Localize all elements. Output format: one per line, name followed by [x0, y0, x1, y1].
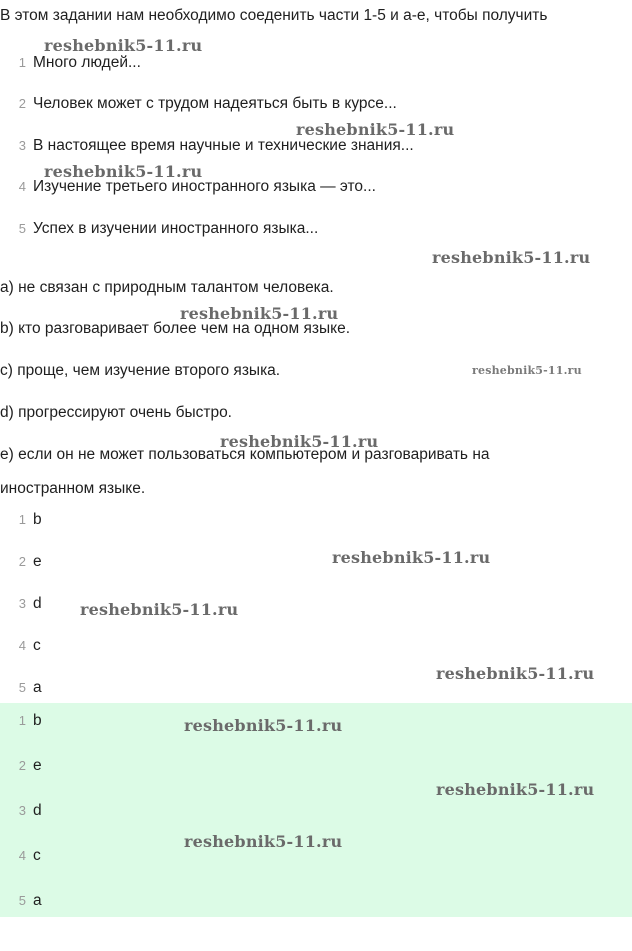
answer-number: 5 — [18, 893, 26, 908]
stem-text: В настоящее время научные и технические знания... — [33, 137, 414, 154]
watermark: reshebnik5-11.ru — [44, 36, 203, 55]
answer-number: 4 — [18, 638, 26, 653]
answer-letter: d — [33, 595, 42, 612]
correct-answer-row — [0, 845, 41, 867]
answer-row — [0, 635, 41, 657]
answer-number: 2 — [18, 554, 26, 569]
stem-text: Много людей... — [33, 54, 141, 71]
stem-row — [0, 93, 397, 115]
answer-number: 2 — [18, 758, 26, 773]
stem-number: 4 — [18, 179, 26, 194]
answer-row — [0, 551, 42, 573]
option-c: c) проще, чем изучение второго языка. — [0, 362, 281, 379]
answer-letter: b — [33, 712, 42, 729]
option-e: e) если он не может пользоваться компьютером и разговаривать на — [0, 446, 490, 463]
option-a: a) не связан с природным талантом человека. — [0, 279, 334, 296]
correct-answer-row — [0, 890, 42, 912]
option-b: b) кто разговаривает более чем на одном языке. — [0, 320, 351, 337]
answer-number: 1 — [18, 512, 26, 527]
stem-number: 3 — [18, 138, 26, 153]
watermark: reshebnik5-11.ru — [80, 600, 239, 619]
watermark: reshebnik5-11.ru — [472, 364, 582, 377]
watermark: reshebnik5-11.ru — [44, 162, 203, 181]
correct-answer-row — [0, 800, 42, 822]
answer-number: 3 — [18, 803, 26, 818]
watermark: reshebnik5-11.ru — [220, 432, 379, 451]
stem-number: 5 — [18, 221, 26, 236]
stem-number: 2 — [18, 96, 26, 111]
answer-letter: a — [33, 892, 42, 909]
option-d: d) прогрессируют очень быстро. — [0, 404, 232, 421]
stem-text: Человек может с трудом надеяться быть в курсе... — [33, 95, 397, 112]
correct-answer-row — [0, 710, 42, 732]
watermark: reshebnik5-11.ru — [296, 120, 455, 139]
answer-number: 5 — [18, 680, 26, 695]
answer-row — [0, 677, 42, 699]
answer-number: 4 — [18, 848, 26, 863]
intro-text: В этом задании нам необходимо соеденить части 1-5 и a-e, чтобы получить — [0, 7, 548, 24]
watermark: reshebnik5-11.ru — [436, 780, 595, 799]
stem-row — [0, 218, 318, 240]
stem-row — [0, 52, 141, 74]
answer-letter: e — [33, 553, 42, 570]
answer-letter: a — [33, 679, 42, 696]
option-e-continuation: иностранном языке. — [0, 480, 146, 497]
stem-number: 1 — [18, 55, 26, 70]
answer-letter: c — [33, 637, 41, 654]
answer-letter: b — [33, 511, 42, 528]
watermark: reshebnik5-11.ru — [332, 548, 491, 567]
answer-letter: d — [33, 802, 42, 819]
answer-letter: c — [33, 847, 41, 864]
correct-answers-block — [0, 703, 632, 917]
watermark: reshebnik5-11.ru — [180, 304, 339, 323]
answer-number: 1 — [18, 713, 26, 728]
watermark: reshebnik5-11.ru — [436, 664, 595, 683]
correct-answer-row — [0, 755, 42, 777]
watermark: reshebnik5-11.ru — [184, 832, 343, 851]
answer-number: 3 — [18, 596, 26, 611]
stem-text: Изучение третьего иностранного языка — это... — [33, 178, 376, 195]
watermark: reshebnik5-11.ru — [432, 248, 591, 267]
stem-text: Успех в изучении иностранного языка... — [33, 220, 319, 237]
watermark: reshebnik5-11.ru — [184, 716, 343, 735]
answer-row — [0, 509, 42, 531]
answer-letter: e — [33, 757, 42, 774]
answer-row — [0, 593, 42, 615]
